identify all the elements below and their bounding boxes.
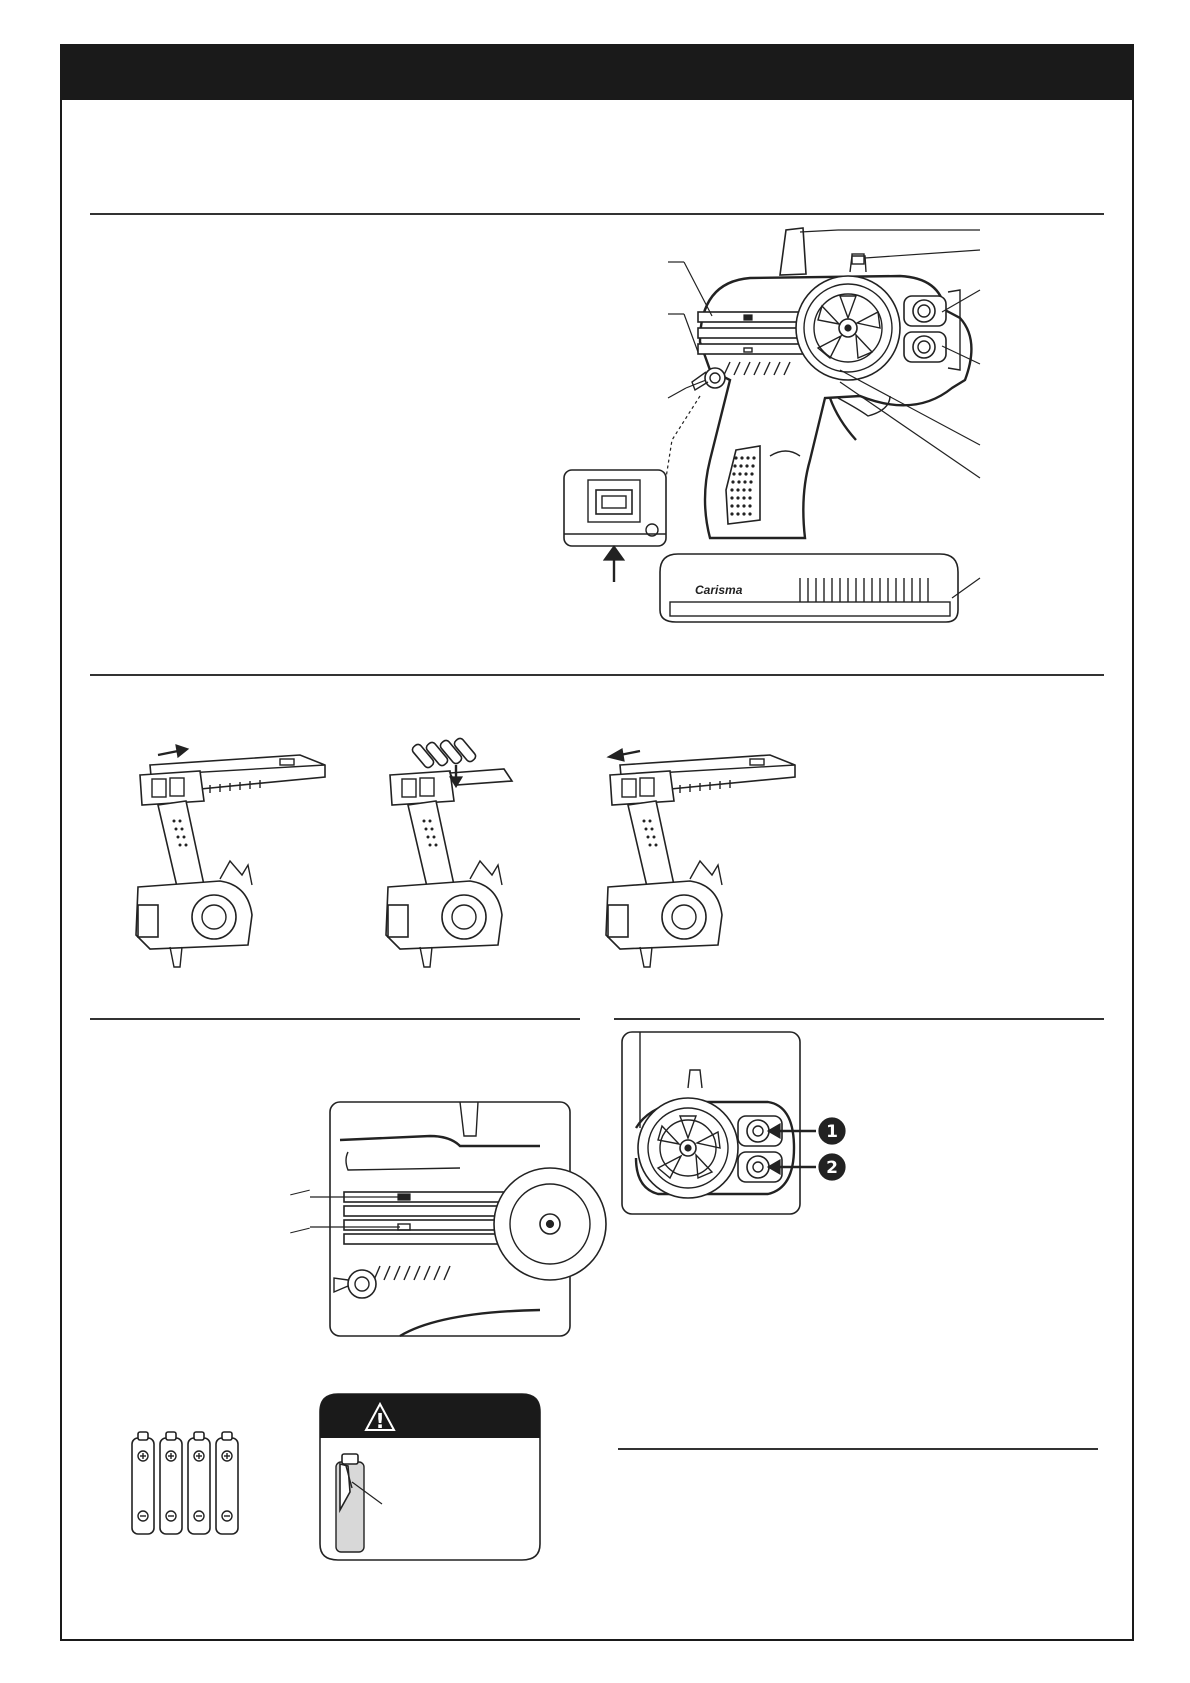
aa-batteries-illustration [128, 1430, 248, 1540]
warning-box [318, 1392, 542, 1562]
battery-cover-step-1 [130, 735, 340, 975]
trim-detail-inset [300, 1100, 575, 1340]
section-divider-middle [90, 674, 1104, 676]
battery-cover-step-3 [600, 735, 810, 975]
power-button-marker-2: 2 [826, 1158, 838, 1178]
power-button-marker-1: 1 [826, 1122, 838, 1142]
section-divider-bottom-right [618, 1448, 1098, 1450]
section-divider-lower-right [614, 1018, 1104, 1020]
section-divider-top [90, 213, 1104, 215]
battery-cover-step-2 [380, 735, 590, 975]
warning-icon-glyph: ! [375, 1409, 385, 1433]
power-switch-inset [560, 466, 672, 586]
title-bar [60, 44, 1134, 100]
brand-logo: Carisma [695, 583, 743, 597]
power-buttons-inset [618, 1028, 868, 1218]
section-divider-lower-left [90, 1018, 580, 1020]
